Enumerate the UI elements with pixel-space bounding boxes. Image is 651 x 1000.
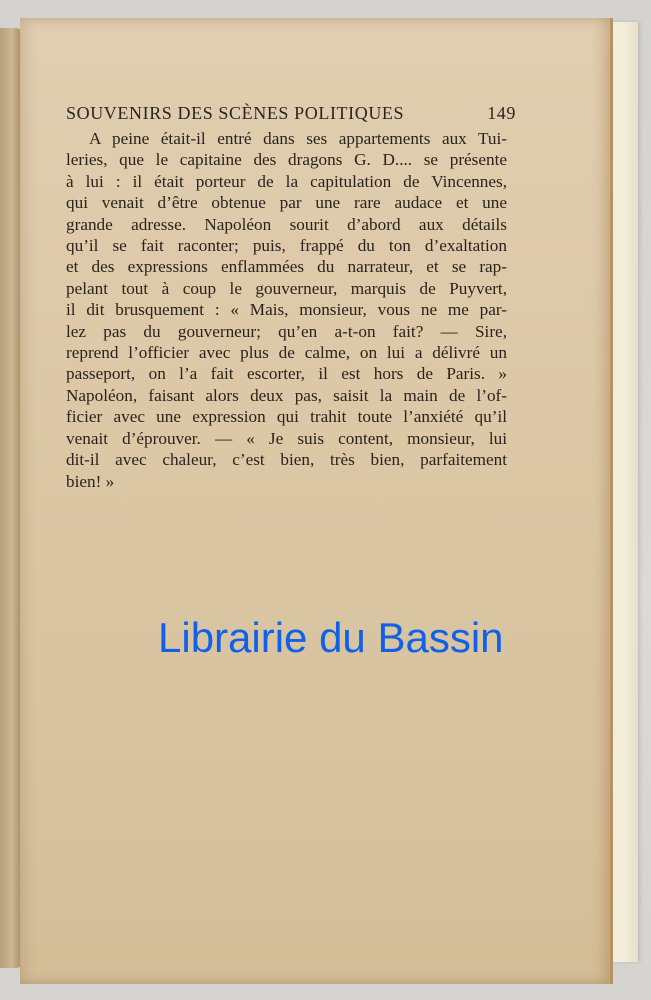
body-text (66, 128, 507, 492)
running-head-title: SOUVENIRS DES SCÈNES POLITIQUES (66, 103, 405, 123)
text-line: A peine était-il entré dans ses appartements aux Tui- (89, 129, 507, 148)
text-line: reprend l’officier avec plus de calme, on lui a délivré un (66, 343, 507, 363)
text-line: venait d’éprouver. — « Je suis content, monsieur, lui (66, 428, 507, 448)
text-line: à lui : il était porteur de la capitulation de Vincennes, (66, 171, 507, 191)
text-line: qui venait d’être obtenue par une rare audace et une (66, 193, 507, 213)
running-head (66, 103, 516, 124)
text-line: il dit brusquement : « Mais, monsieur, vous ne me par- (66, 300, 507, 320)
text-line: et des expressions enflammées du narrateur, et se rap- (66, 257, 507, 277)
text-line: qu’il se fait raconter; puis, frappé du ton d’exaltation (66, 236, 507, 256)
text-line: pelant tout à coup le gouverneur, marquis de Puyvert, (66, 278, 507, 298)
text-line: dit-il avec chaleur, c’est bien, très bien, parfaitement (66, 450, 507, 470)
previous-page-edge (0, 28, 22, 968)
seller-watermark: Librairie du Bassin (158, 614, 504, 661)
text-line: passeport, on l’a fait escorter, il est hors de Paris. » (66, 364, 507, 384)
text-line: bien! » (66, 471, 115, 491)
text-line: grande adresse. Napoléon sourit d’abord aux détails (66, 214, 507, 234)
text-line: Napoléon, faisant alors deux pas, saisit la main de l’of- (66, 385, 507, 405)
text-line: ficier avec une expression qui trahit toute l’anxiété qu’il (66, 407, 507, 427)
page-number: 149 (487, 103, 516, 123)
text-line: leries, que le capitaine des dragons G. D.... se présente (66, 150, 507, 170)
text-line: lez pas du gouverneur; qu’en a-t-on fait? — Sire, (66, 321, 507, 341)
